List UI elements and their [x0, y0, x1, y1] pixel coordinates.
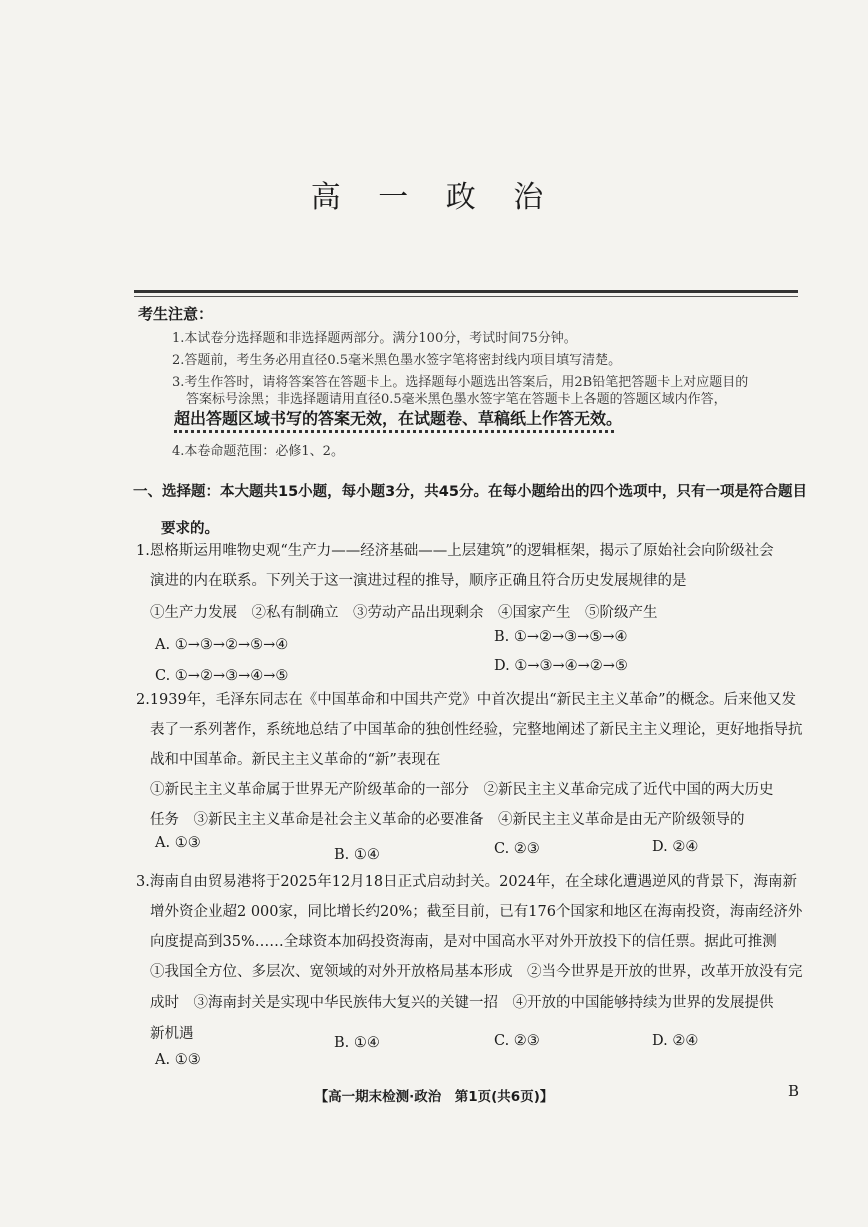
question-items: ①生产力发展 ②私有制确立 ③劳动产品出现剩余 ④国家产生 ⑤阶级产生	[150, 605, 658, 621]
question-stem: 增外资企业超2 000家，同比增长约20%；截至目前，已有176个国家和地区在海南投资，海南经济外	[150, 904, 803, 920]
divider	[134, 290, 798, 293]
divider	[134, 296, 798, 297]
question-stem: 战和中国革命。新民主主义革命的“新”表现在	[150, 752, 441, 768]
question-stem: 2.1939年，毛泽东同志在《中国革命和中国共产党》中首次提出“新民主主义革命”的概念。后来他又发	[136, 692, 797, 708]
question-stem: 1.恩格斯运用唯物史观“生产力——经济基础——上层建筑”的逻辑框架，揭示了原始社会向阶级社会	[136, 543, 774, 559]
option-c: C. ②③	[494, 841, 540, 857]
page-footer: 【高一期末检测·政治 第1页(共6页)】	[314, 1089, 554, 1105]
section-heading: 一、选择题：本大题共15小题，每小题3分，共45分。在每小题给出的四个选项中，只有一项是符合题目	[133, 484, 807, 500]
option-a: A. ①③	[155, 1052, 201, 1068]
notice-item: 3.考生作答时，请将答案答在答题卡上。选择题每小题选出答案后，用2B铅笔把答题卡上对应题目的	[172, 375, 749, 390]
version-mark: B	[788, 1082, 800, 1100]
option-d: D. ①→③→④→②→⑤	[494, 658, 628, 674]
option-b: B. ①④	[334, 1035, 380, 1051]
option-c: C. ②③	[494, 1033, 540, 1049]
question-items: 新机遇	[150, 1026, 194, 1042]
option-b: B. ①④	[334, 847, 380, 863]
option-a: A. ①③	[155, 835, 201, 851]
question-stem: 3.海南自由贸易港将于2025年12月18日正式启动封关。2024年，在全球化遭遇逆风的背景下，海南新	[136, 874, 798, 890]
section-heading: 要求的。	[161, 521, 219, 537]
notice-heading: 考生注意：	[138, 305, 214, 323]
question-items: ①新民主主义革命属于世界无产阶级革命的一部分 ②新民主主义革命完成了近代中国的两大历史	[150, 782, 774, 798]
question-stem: 向度提高到35%……全球资本加码投资海南，是对中国高水平对外开放投下的信任票。据此可推测	[150, 934, 777, 950]
notice-item: 4.本卷命题范围：必修1、2。	[172, 444, 344, 459]
emphasis-dots	[174, 430, 614, 433]
option-d: D. ②④	[652, 1033, 699, 1049]
option-b: B. ①→②→③→⑤→④	[494, 629, 628, 645]
question-items: 成时 ③海南封关是实现中华民族伟大复兴的关键一招 ④开放的中国能够持续为世界的发展提供	[150, 995, 774, 1011]
notice-item: 答案标号涂黑；非选择题请用直径0.5毫米黑色墨水签字笔在答题卡上各题的答题区域内作答，	[186, 392, 727, 407]
question-items: 任务 ③新民主主义革命是社会主义革命的必要准备 ④新民主主义革命是由无产阶级领导的	[150, 812, 745, 828]
notice-item: 1.本试卷分选择题和非选择题两部分。满分100分，考试时间75分钟。	[172, 331, 577, 346]
question-stem: 表了一系列著作，系统地总结了中国革命的独创性经验，完整地阐述了新民主主义理论，更好地指导抗	[150, 722, 803, 738]
question-items: ①我国全方位、多层次、宽领域的对外开放格局基本形成 ②当今世界是开放的世界，改革开放没有完	[150, 964, 803, 980]
question-stem: 演进的内在联系。下列关于这一演进过程的推导，顺序正确且符合历史发展规律的是	[150, 573, 687, 589]
option-a: A. ①→③→②→⑤→④	[155, 637, 289, 653]
notice-item: 2.答题前，考生务必用直径0.5毫米黑色墨水签字笔将密封线内项目填写清楚。	[172, 353, 622, 368]
page-title: 高 一 政 治	[310, 180, 558, 215]
notice-emphasis: 超出答题区域书写的答案无效，在试题卷、草稿纸上作答无效。	[174, 409, 623, 428]
option-d: D. ②④	[652, 839, 699, 855]
option-c: C. ①→②→③→④→⑤	[155, 668, 289, 684]
